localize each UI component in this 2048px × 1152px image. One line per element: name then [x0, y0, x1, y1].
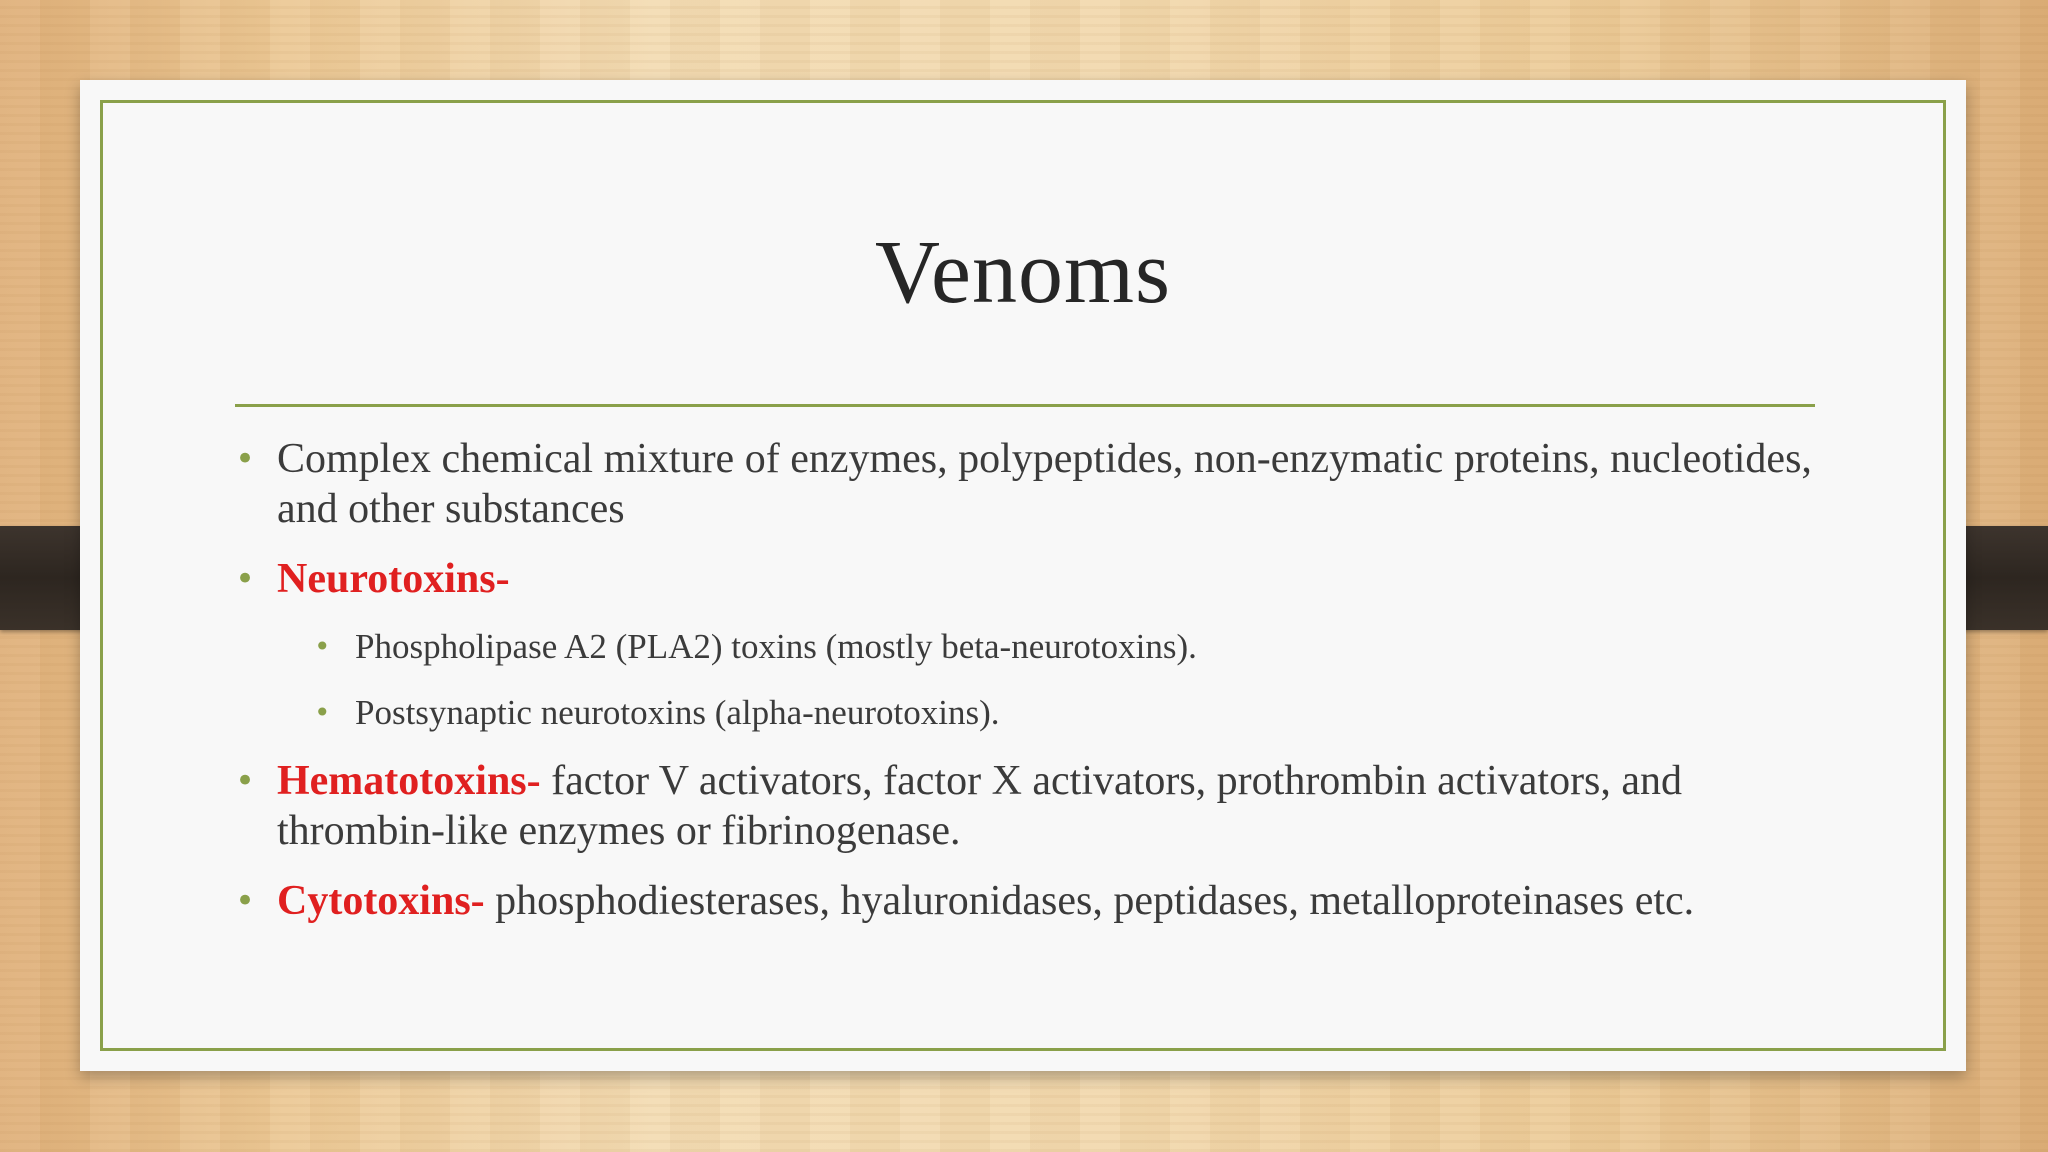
sub-bullet-text: Postsynaptic neurotoxins (alpha-neurotoxins).	[355, 693, 1000, 732]
bullet-item-neurotoxins	[235, 554, 1835, 604]
bullet-text: Complex chemical mixture of enzymes, polypeptides, non-enzymatic proteins, nucleotides, and other substances	[277, 436, 1812, 532]
bullet-item-cytotoxins	[235, 876, 1835, 926]
bullet-dot-icon: •	[235, 559, 256, 599]
bullet-item-composition	[235, 434, 1835, 534]
slide	[80, 80, 1966, 1071]
bullet-dot-icon: •	[235, 439, 256, 479]
bullet-keyword: Neurotoxins-	[277, 556, 510, 602]
bullet-dot-icon: •	[235, 761, 256, 801]
sub-bullet-item-postsynaptic	[235, 690, 1835, 736]
bullet-list	[235, 434, 1835, 946]
bullet-keyword: Cytotoxins-	[277, 878, 485, 924]
title-divider	[235, 404, 1815, 407]
bullet-item-hematotoxins	[235, 756, 1835, 856]
bullet-text: phosphodiesterases, hyaluronidases, peptidases, metalloproteinases etc.	[484, 878, 1695, 924]
bullet-dot-icon: •	[235, 881, 256, 921]
slide-title: Venoms	[875, 223, 1171, 322]
bullet-text: factor V activators, factor X activators, prothrombin activators, and thrombin-like enzymes or fibrinogenase.	[277, 758, 1683, 854]
bullet-dot-icon: •	[314, 630, 331, 663]
sub-bullet-text: Phospholipase A2 (PLA2) toxins (mostly beta-neurotoxins).	[355, 627, 1197, 666]
bullet-keyword: Hematotoxins-	[277, 758, 541, 804]
sub-bullet-item-pla2	[235, 624, 1835, 670]
bullet-dot-icon: •	[314, 696, 331, 729]
